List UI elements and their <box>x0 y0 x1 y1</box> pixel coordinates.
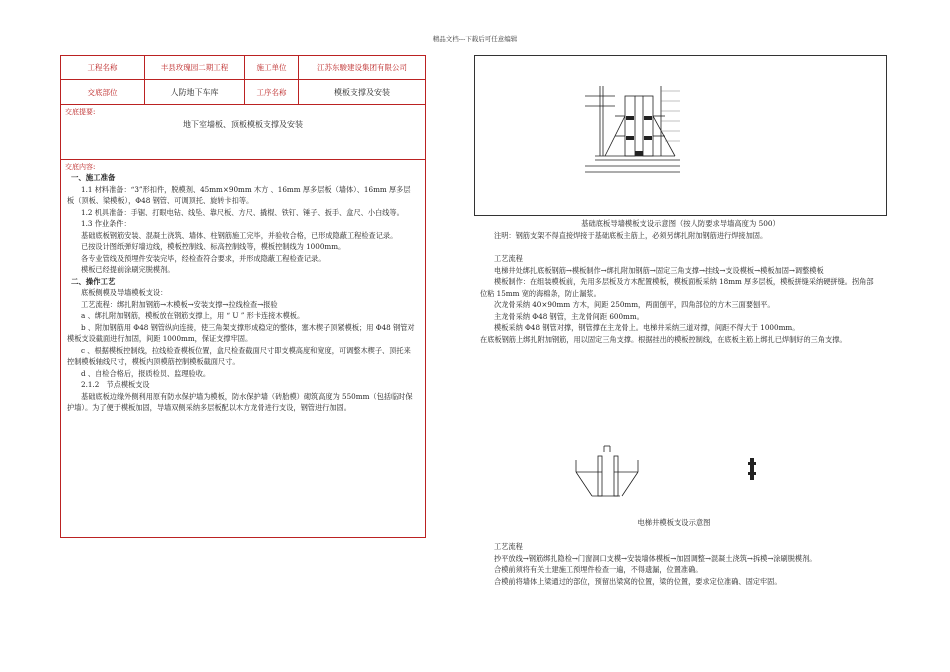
work-name-value: 模板支撑及安装 <box>334 87 390 97</box>
content-paragraph: 底板侧模及导墙模板支设： <box>81 288 168 297</box>
disclosure-form <box>60 55 426 538</box>
content-paragraph: a 、绑扎附加钢筋，模板放在钢筋支撑上，用 “ U ” 形卡连接木模板。 <box>81 311 305 320</box>
content-paragraph: 2.1.2 节点模板支设 <box>81 380 150 389</box>
content-paragraph: 模板已经提前涂刷完脱模剂。 <box>81 265 175 274</box>
content-paragraph: 基础底板边缘外侧利用原有防水保护墙为模板，防水保护墙（砖胎模）砌筑高度为 550mm（包括临时保护墙）。为了便于模板加固，导墙双侧采纳多层板配以木方龙骨进行支设，钢管进行加固。 <box>67 391 413 412</box>
wall-formwork-section-text <box>480 541 878 587</box>
content-paragraph: 基础底板钢筋安装、混凝土浇筑、墙体、柱钢筋施工完毕，并验收合格，已形成隐蔽工程检查记录。 <box>81 230 398 240</box>
header-note: 精品文档---下载后可任意编辑 <box>432 35 518 43</box>
content-paragraph: 1.1 材料准备：“3”形扣件，脱模剂、45mm×90mm 木方 、16mm 厚多层板（墙体）、16mm 厚多层板（顶板、梁模板），Φ48 钢管、可调顶托、旋转卡扣等。 <box>67 184 411 205</box>
content-paragraph: 1.3 作业条件： <box>81 219 131 228</box>
right-paragraph: 合模前将墙体上梁通过的部位，预留出梁窝的位置，梁的位置，要求定位准确、固定牢固。 <box>494 576 782 586</box>
disclosure-part-value: 人防地下车库 <box>145 80 245 104</box>
content-paragraph: b 、附加钢筋用 Φ48 钢管纵向连接，使三角架支撑形成稳定的整体，塞木楔子顶紧模板；用 Φ48 钢管对模板支设截面进行加固，间距 1000mm，保证支撑牢固。 <box>67 322 415 343</box>
content-body <box>67 172 415 414</box>
right-paragraph: 在底板钢筋上绑扎附加钢筋，用以固定三角支撑。根据挂出的模板控制线，在底板主筋上绑扎已焊制好的三角支撑。 <box>480 334 847 344</box>
right-paragraph: 工艺流程 <box>494 254 523 263</box>
content-paragraph: 一、施工准备 <box>71 173 116 182</box>
project-name-label: 工程名称 <box>61 56 145 79</box>
diagram2-caption: 电梯井模板支设示意图 <box>637 518 711 527</box>
contractor-value: 江苏东駿建设集团有限公司 <box>317 63 407 72</box>
content-paragraph: 已按设计图纸弹好墙边线，模板控制线、标高控制线等，模板控制线为 1000mm。 <box>81 242 346 251</box>
summary-value: 地下室墙板、顶板模板支撑及安装 <box>183 120 303 129</box>
elevator-section-text <box>480 230 878 345</box>
right-paragraph: 工艺流程 <box>494 542 523 551</box>
summary-label: 交底提要: <box>65 108 96 116</box>
work-name-label: 工序名称 <box>245 80 299 104</box>
content-paragraph: d 、自检合格后，报质检员、监理验收。 <box>81 368 211 378</box>
right-paragraph: 注明：钢筋支架不得直接焊接于基础底板主筋上，必须另绑扎附加钢筋进行焊接加固。 <box>494 231 768 240</box>
content-paragraph: 二、操作工艺 <box>71 276 116 286</box>
form-row-project <box>61 56 425 80</box>
contractor-label: 施工单位 <box>245 56 299 79</box>
project-name-value: 丰县玫瑰园二期工程 <box>145 56 245 79</box>
content-paragraph: 1.2 机具准备：手锯、打眼电钻、线坠、靠尺板、方尺、撬棍、铁钉、锤子、扳手、盒尺、小白线等。 <box>81 207 404 217</box>
right-paragraph: 次龙骨采纳 40×90mm 方木，间距 250mm，两面刨平，四角部位的方木三面要刨平。 <box>494 300 775 309</box>
diagram-frame <box>474 55 887 216</box>
content-paragraph: c 、根据模板控制线，拉线检查模板位置，盒尺检查截面尺寸即支模高度和宽度，可调整木楔子、顶托来控制模板轴线尺寸，模板内顶模筋控制模板截面尺寸。 <box>67 345 411 366</box>
disclosure-part-label: 交底部位 <box>61 80 145 104</box>
right-paragraph <box>480 242 878 254</box>
form-row-summary <box>61 105 425 160</box>
form-row-part <box>61 80 425 105</box>
right-paragraph: 模板采纳 Φ48 钢管对撑，钢管撑在主龙骨上。电梯井采纳三道对撑，间距不得大于 1000mm。 <box>494 323 800 332</box>
content-paragraph: 各专业管线及预埋件安装完毕，经检查符合要求，并形成隐蔽工程检查记录。 <box>81 253 326 263</box>
right-paragraph: 模板制作：在组装模板前，先用多层板及方木配置模板，模板面板采纳 18mm 厚多层板，模板拼缝采纳硬拼缝。拐角部位粘 15mm 宽的海棉条，防止漏浆。 <box>480 277 874 298</box>
right-paragraph: 合模前须将有关土建施工预埋件检查一遍，不得遗漏，位置准确。 <box>494 565 703 574</box>
right-paragraph: 电梯井处绑扎底板钢筋→模板制作→绑扎附加钢筋→固定三角支撑→挂线→支设模板→模板加固→调整模板 <box>494 265 824 275</box>
diagram1-caption: 基础底板导墙模板支设示意图（按人防要求导墙高度为 500） <box>581 219 780 228</box>
content-paragraph: 工艺流程：绑扎附加钢筋→木模板→安装支撑→拉线检查→报验 <box>81 299 278 309</box>
elevator-pit-formwork-diagram <box>570 438 770 510</box>
right-paragraph: 抄平放线→钢筋绑扎隐检→门窗洞口支模→安装墙体模板→加固调整→混凝土浇筑→拆模→涂刷脱模剂。 <box>494 553 817 563</box>
right-paragraph: 主龙骨采纳 Φ48 钢管，主龙骨间距 600mm。 <box>494 311 644 321</box>
content-label: 交底内容: <box>65 163 96 171</box>
guide-wall-formwork-diagram <box>475 56 886 215</box>
content-section <box>61 160 425 537</box>
